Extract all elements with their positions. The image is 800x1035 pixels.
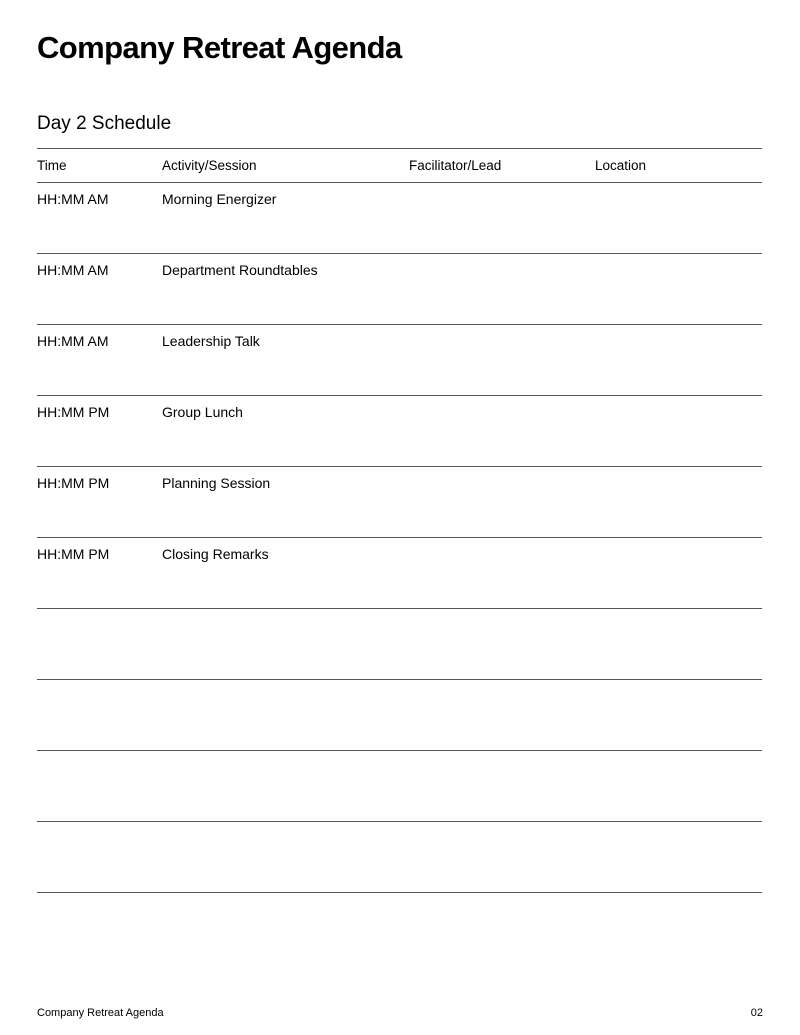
table-row [37,183,762,254]
column-header-time: Time [37,158,67,173]
column-header-location: Location [595,158,647,173]
cell-time: HH:MM AM [37,333,109,349]
cell-time: HH:MM PM [37,546,110,562]
table-row [37,254,762,325]
cell-time: HH:MM AM [37,191,109,207]
table-row-empty [37,822,762,893]
cell-time: HH:MM PM [37,404,110,420]
table-row [37,396,762,467]
table-row [37,467,762,538]
cell-time: HH:MM PM [37,475,110,491]
schedule-table [37,148,762,893]
page-title: Company Retreat Agenda [37,30,402,65]
table-row [37,325,762,396]
column-header-activity: Activity/Session [162,158,257,173]
cell-activity: Leadership Talk [162,333,260,349]
section-subtitle: Day 2 Schedule [37,113,172,134]
cell-activity: Morning Energizer [162,191,277,207]
cell-activity: Closing Remarks [162,546,269,562]
cell-activity: Planning Session [162,475,271,491]
footer-page-number: 02 [750,1007,763,1019]
table-header [37,148,762,183]
table-row-empty [37,751,762,822]
column-header-facilitator: Facilitator/Lead [409,158,502,173]
table-row-empty [37,680,762,751]
cell-activity: Department Roundtables [162,262,318,278]
cell-time: HH:MM AM [37,262,109,278]
table-row [37,538,762,609]
cell-activity: Group Lunch [162,404,243,420]
footer-document-title: Company Retreat Agenda [37,1007,164,1019]
table-row-empty [37,609,762,680]
